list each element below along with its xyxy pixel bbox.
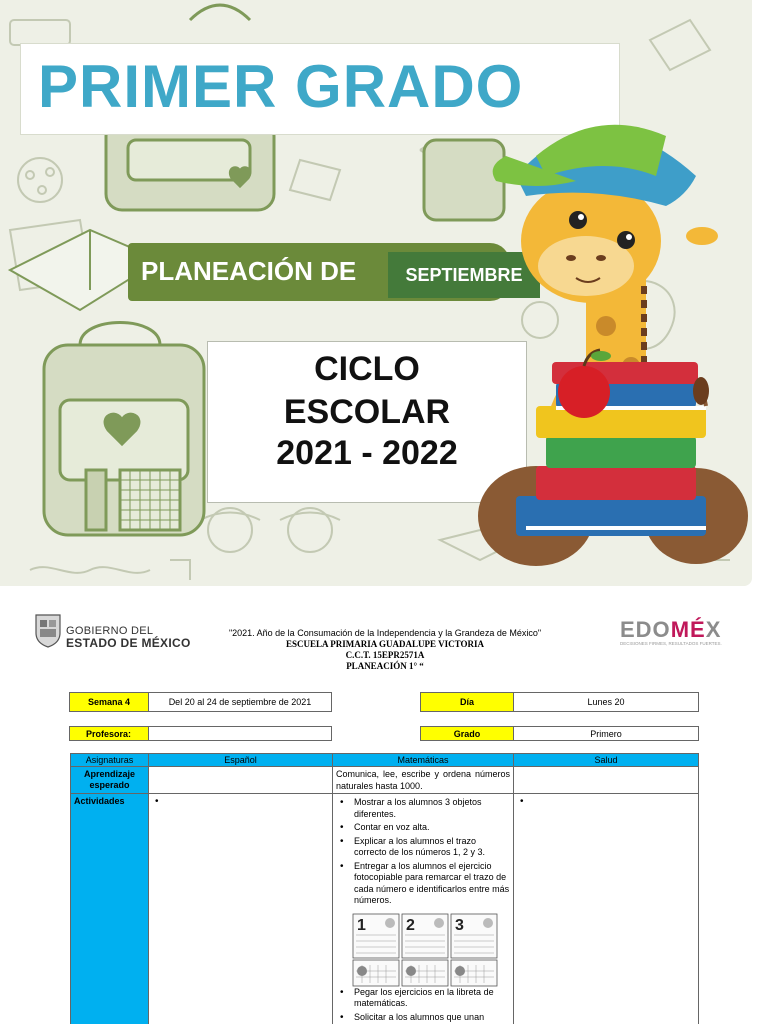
- empty-bullet: •: [520, 796, 524, 807]
- header-salud: Salud: [513, 753, 699, 767]
- header-asignaturas: Asignaturas: [70, 753, 149, 767]
- planeacion-heading: PLANEACIÓN 1° “: [346, 661, 424, 671]
- state-seal-icon: [33, 612, 63, 648]
- actividades-matematicas: [332, 793, 514, 1024]
- edomex-logo-text: EDOMÉX: [620, 617, 722, 642]
- actividades-list-continued: [336, 987, 510, 1024]
- edomex-tagline: DECISIONES FIRMES, RESULTADOS FUERTES.: [620, 641, 722, 646]
- actividades-list: [336, 797, 510, 907]
- edomex-logo-accent: MÉ: [670, 617, 706, 642]
- semana-value: Del 20 al 24 de septiembre de 2021: [148, 692, 332, 712]
- document-header: [220, 628, 550, 672]
- profesora-value[interactable]: [148, 726, 332, 741]
- edomex-logo: [620, 617, 721, 643]
- actividad-item: • Explicar a los alumnos el trazo correcto de los números 1, 2 y 3.: [354, 836, 510, 859]
- ciclo-line-1: CICLO: [314, 350, 420, 388]
- grado-value: Primero: [513, 726, 699, 741]
- actividad-item: • Mostrar a los alumnos 3 objetos diferentes.: [354, 797, 510, 820]
- number-tracing-worksheet-image: [352, 913, 498, 987]
- worksheet-number-2: 2: [406, 917, 415, 934]
- aprendizaje-espanol: [148, 766, 333, 794]
- actividad-item: • Contar en voz alta.: [354, 822, 510, 834]
- actividad-item: • Pegar los ejercicios en la libreta de matemáticas.: [354, 987, 510, 1010]
- empty-bullet: •: [155, 796, 159, 807]
- ciclo-line-2: ESCOLAR: [283, 393, 451, 431]
- actividad-item: • Entregar a los alumnos el ejercicio fotocopiable para remarcar el trazo de cada número e identificarlos entre más números.: [354, 861, 510, 907]
- planeacion-label: PLANEACIÓN DE: [141, 256, 357, 286]
- gobierno-line-1: GOBIERNO DEL: [66, 625, 154, 637]
- page-title: PRIMER GRADO: [38, 53, 524, 120]
- ciclo-line-3: 2021 - 2022: [276, 434, 458, 472]
- profesora-label: Profesora:: [69, 726, 149, 741]
- school-cct: C.C.T. 15EPR2571A: [345, 650, 425, 660]
- motto: "2021. Año de la Consumación de la Independencia y la Grandeza de México": [228, 628, 542, 638]
- actividades-salud: [513, 793, 699, 1024]
- dia-label: Día: [420, 692, 514, 712]
- gobierno-line-2: ESTADO DE MÉXICO: [66, 636, 191, 650]
- actividades-label: Actividades: [70, 793, 149, 1024]
- worksheet-number-3: 3: [455, 917, 464, 934]
- aprendizaje-label: Aprendizaje esperado: [70, 766, 149, 794]
- header-matematicas: Matemáticas: [332, 753, 514, 767]
- month-label: SEPTIEMBRE: [405, 265, 523, 285]
- grado-label: Grado: [420, 726, 514, 741]
- actividades-espanol: [148, 793, 333, 1024]
- school-name: ESCUELA PRIMARIA GUADALUPE VICTORIA: [286, 639, 484, 649]
- semana-label: Semana 4: [69, 692, 149, 712]
- giraffe-illustration: [476, 106, 752, 576]
- actividad-item: • Solicitar a los alumnos que unan: [354, 1012, 510, 1024]
- header-espanol: Español: [148, 753, 333, 767]
- aprendizaje-matematicas: Comunica, lee, escribe y ordena números naturales hasta 1000.: [332, 766, 514, 794]
- aprendizaje-salud: [513, 766, 699, 794]
- dia-value: Lunes 20: [513, 692, 699, 712]
- worksheet-number-1: 1: [357, 917, 366, 934]
